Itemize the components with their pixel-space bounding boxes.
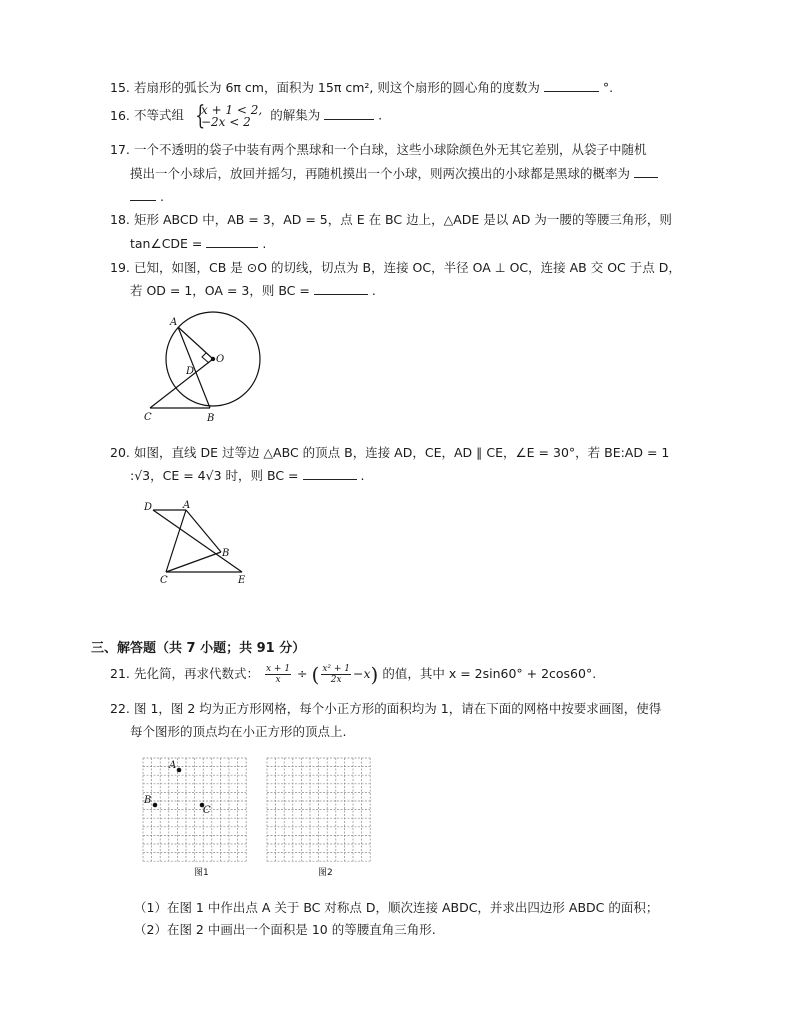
label-b: B (207, 413, 215, 424)
answer-blank[interactable] (303, 469, 357, 480)
label-e: E (238, 575, 246, 586)
question-22-line2 (130, 724, 346, 740)
center-point (211, 357, 215, 361)
question-text-line1: 矩形 ABCD 中，AB = 3，AD = 5，点 E 在 BC 边上，△ADE 是以 AD 为一腰的等腰三角形，则 (133, 212, 672, 227)
question-text-line2: :√3，CE = 4√3 时，则 BC = (130, 468, 299, 483)
question-17-line3: . (130, 189, 164, 205)
label-a: A (170, 317, 178, 328)
question-15 (110, 80, 613, 96)
figure-1-caption: 图1 (194, 868, 209, 878)
question-text: 先化简，再求代数式： (133, 666, 259, 681)
fraction-1: $\frac{x + 1}{x}$ (265, 664, 291, 685)
question-text: 若扇形的弧长为 6π cm，面积为 15π cm², 则这个扇形的圆心角的度数为 (133, 80, 540, 95)
question-number: 17. (110, 142, 130, 157)
label-b: B (222, 548, 230, 559)
question-text-line1: 图 1，图 2 均为正方形网格，每个小正方形的面积均为 1，请在下面的网格中按要求画图，使得 (133, 701, 662, 716)
right-paren: ) (370, 662, 379, 687)
left-paren: ( (311, 662, 320, 687)
point-a (177, 768, 182, 773)
section-heading: 三、解答题（共 7 小题；共 91 分） (91, 641, 306, 656)
label-a: A (183, 500, 191, 511)
brace-icon: { (195, 101, 206, 131)
segment-ac (166, 510, 186, 572)
question-20 (110, 445, 669, 461)
label-c: C (203, 805, 211, 816)
answer-blank[interactable] (314, 284, 368, 295)
label-b: B (144, 795, 152, 806)
question-text-line1: 已知，如图，CB 是 ⊙O 的切线，切点为 B，连接 OC，半径 OA ⊥ OC，连接 AB 交 OC 于点 D， (133, 260, 681, 275)
label-d: D (144, 502, 153, 513)
question-number: 16. (110, 107, 130, 123)
question-tail: °. (602, 80, 614, 95)
question-number: 15. (110, 80, 130, 95)
label-o: O (216, 354, 225, 365)
label-a: A (169, 760, 177, 771)
question-18 (110, 212, 672, 228)
answer-blank-cont[interactable] (130, 190, 156, 201)
question-18-line2: tan∠CDE = . (130, 236, 267, 251)
question-text-line1: 如图，直线 DE 过等边 △ABC 的顶点 B，连接 AD，CE，AD ∥ CE，∠E = 30°，若 BE:AD = 1 (133, 445, 670, 460)
question-tail: 的值，其中 x = 2sin60° + 2cos60°. (382, 666, 597, 681)
q22-grid-figures (140, 755, 410, 880)
question-text-line1: 一个不透明的袋子中装有两个黑球和一个白球，这些小球除颜色外无其它差别，从袋子中随机 (133, 142, 647, 157)
question-text: 不等式组 (133, 107, 184, 123)
answer-blank[interactable] (324, 109, 374, 120)
grid-figure-1[interactable] (143, 758, 246, 861)
question-22-part2: （2）在图 2 中画出一个面积是 10 的等腰直角三角形. (134, 922, 436, 937)
question-number: 20. (110, 445, 130, 460)
answer-blank[interactable] (634, 167, 658, 178)
label-d: D (186, 366, 195, 377)
segment-ao (178, 327, 213, 359)
segment-oc (150, 359, 213, 408)
label-c: C (144, 412, 152, 423)
fraction-2: $\frac{\text{x² + 1}}{2x}$ (322, 664, 351, 685)
question-number: 18. (110, 212, 130, 227)
question-22-part1: （1）在图 1 中作出点 A 关于 BC 对称点 D，顺次连接 ABDC，并求出四边形 ABDC 的面积； (134, 900, 659, 915)
question-16: 16. 不等式组 { x + 1 < 2, −2x < 2 的解集为 . (110, 101, 383, 131)
segment-de (153, 510, 242, 572)
question-22 (110, 701, 661, 717)
question-text-line2: tan∠CDE = (130, 236, 203, 251)
point-b (153, 803, 158, 808)
question-text-line2: 若 OD = 1，OA = 3，则 BC = (130, 283, 310, 298)
q19-circle-figure (140, 310, 270, 425)
question-17 (110, 142, 647, 158)
question-number: 19. (110, 260, 130, 275)
question-21: 21. 先化简，再求代数式： $\frac{x + 1}{x}$ ÷ ( $\frac{\text{x² + 1}}{2x}$ −x) 的值，其中 x = 2sin60° + 2cos60°. (110, 662, 597, 687)
question-tail: 的解集为 (270, 107, 321, 123)
question-number: 22. (110, 701, 130, 716)
segment-bc (166, 552, 221, 572)
question-17-line2 (130, 166, 658, 182)
question-text-line2: 每个图形的顶点均在小正方形的顶点上. (130, 724, 347, 739)
question-19-line2: 若 OD = 1，OA = 3，则 BC = . (130, 283, 376, 298)
inequality-system: { x + 1 < 2, −2x < 2 (195, 101, 263, 131)
figure-2-caption: 图2 (318, 868, 333, 878)
question-20-line2: :√3，CE = 4√3 时，则 BC = . (130, 468, 365, 483)
q20-triangle-figure (140, 498, 260, 588)
question-number: 21. (110, 666, 130, 681)
label-c: C (160, 575, 168, 586)
answer-blank[interactable] (206, 237, 258, 248)
question-text-line2: 摸出一个小球后，放回并摇匀，再随机摸出一个小球，则两次摸出的小球都是黑球的概率为 (130, 166, 631, 181)
question-19 (110, 260, 681, 276)
grid-figure-2[interactable] (267, 758, 370, 861)
answer-blank[interactable] (544, 81, 599, 92)
